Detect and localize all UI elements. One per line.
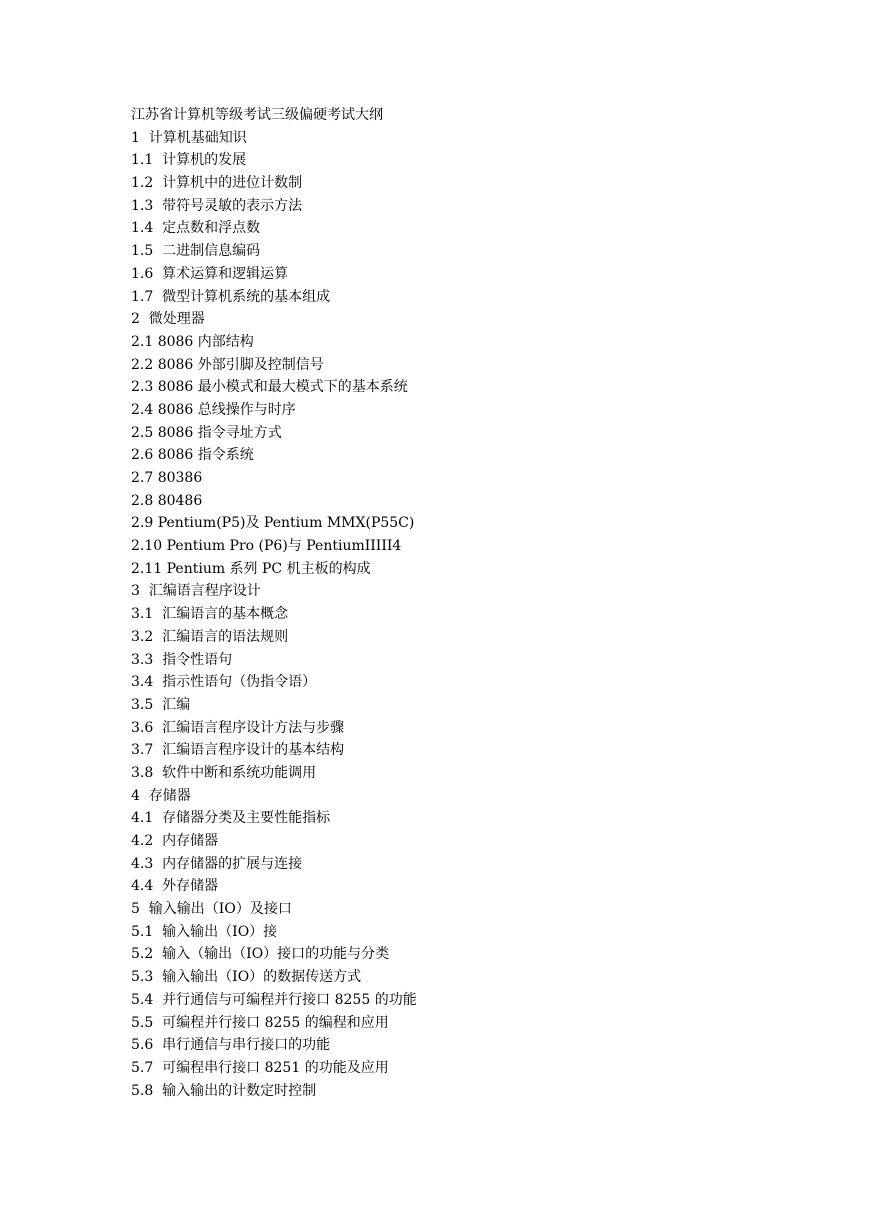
outline-line: 5.7 可编程串行接口 8251 的功能及应用 (131, 1059, 389, 1076)
outline-line: 2.3 8086 最小模式和最大模式下的基本系统 (131, 379, 408, 396)
outline-line: 5.6 串行通信与串行接口的功能 (131, 1037, 331, 1054)
outline-line: 5.4 并行通信与可编程并行接口 8255 的功能 (131, 991, 417, 1008)
outline-line: 2.9 Pentium(P5)及 Pentium MMX(P55C) (131, 515, 415, 532)
outline-line: 2.2 8086 外部引脚及控制信号 (131, 356, 324, 373)
outline-line: 1 计算机基础知识 (131, 129, 247, 146)
outline-line: 2.8 80486 (131, 492, 203, 509)
outline-line: 3.3 指令性语句 (131, 651, 233, 668)
outline-line: 2 微处理器 (131, 311, 205, 328)
outline-line: 1.4 定点数和浮点数 (131, 220, 261, 237)
outline-line: 1.2 计算机中的进位计数制 (131, 175, 303, 192)
outline-line: 3.8 软件中断和系统功能调用 (131, 764, 317, 781)
outline-line: 1.7 微型计算机系统的基本组成 (131, 288, 331, 305)
outline-line: 3.5 汇编 (131, 696, 191, 713)
outline-line: 2.7 80386 (131, 470, 203, 486)
outline-line: 5.5 可编程并行接口 8255 的编程和应用 (131, 1014, 389, 1031)
outline-line: 4.2 内存储器 (131, 833, 219, 849)
outline-line: 5.1 输入输出（IO）接 (131, 923, 278, 940)
outline-line: 3.2 汇编语言的语法规则 (131, 628, 289, 645)
outline-line: 2.10 Pentium Pro (P6)与 PentiumIIIII4 (131, 538, 402, 555)
outline-line: 2.5 8086 指令寻址方式 (131, 424, 282, 441)
outline-line: 2.1 8086 内部结构 (131, 333, 254, 350)
outline-line: 5.8 输入输出的计数定时控制 (131, 1082, 317, 1099)
outline-line: 5 输入输出（IO）及接口 (131, 901, 292, 918)
outline-line: 2.11 Pentium 系列 PC 机主板的构成 (131, 560, 371, 577)
outline-line: 5.2 输入（输出（IO）接口的功能与分类 (131, 946, 390, 963)
outline-line: 3.4 指示性语句（伪指令语） (131, 674, 317, 691)
outline-line: 1.1 计算机的发展 (131, 152, 247, 169)
outline-line: 2.6 8086 指令系统 (131, 447, 254, 464)
outline-line: 3 汇编语言程序设计 (131, 583, 261, 600)
outline-line: 5.3 输入输出（IO）的数据传送方式 (131, 969, 362, 986)
outline-line: 4.3 内存储器的扩展与连接 (131, 855, 303, 872)
outline-line: 3.1 汇编语言的基本概念 (131, 606, 289, 623)
outline-line: 4 存储器 (131, 787, 191, 804)
outline-line: 1.3 带符号灵敏的表示方法 (131, 197, 303, 214)
outline-line: 2.4 8086 总线操作与时序 (131, 401, 296, 418)
outline-line: 3.7 汇编语言程序设计的基本结构 (131, 742, 345, 759)
document-title: 江苏省计算机等级考试三级偏硬考试大纲 (131, 107, 383, 123)
outline-line: 4.1 存储器分类及主要性能指标 (131, 810, 331, 827)
outline-line: 1.5 二进制信息编码 (131, 243, 261, 260)
outline-line: 1.6 算术运算和逻辑运算 (131, 265, 289, 282)
document-body (131, 104, 831, 1102)
outline-line: 3.6 汇编语言程序设计方法与步骤 (131, 719, 345, 736)
outline-line: 4.4 外存储器 (131, 878, 219, 895)
